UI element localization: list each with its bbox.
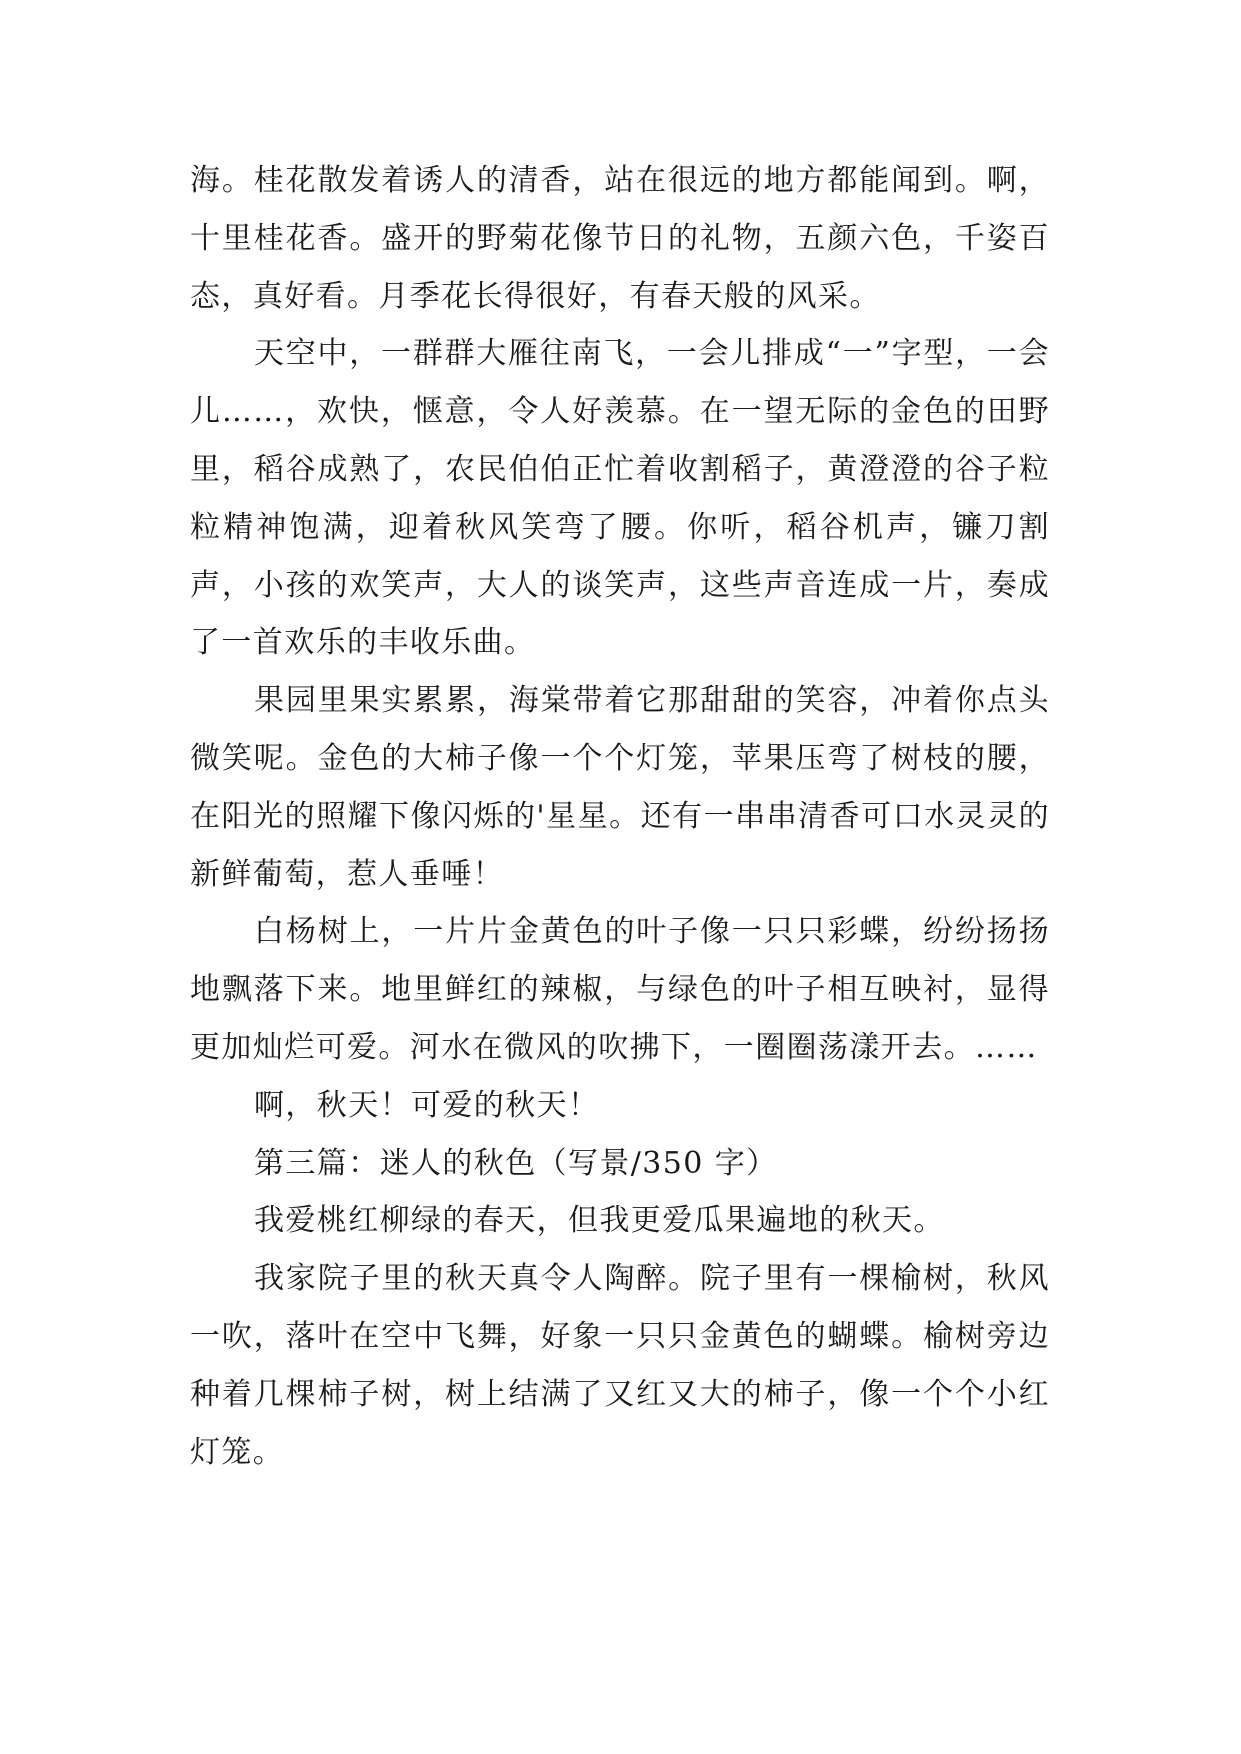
paragraph-3: 果园里果实累累，海棠带着它那甜甜的笑容，冲着你点头微笑呢。金色的大柿子像一个个灯笼，苹果压弯了树枝的腰，在阳光的照耀下像闪烁的'星星。还有一串串清香可口水灵灵的新鲜葡萄，惹人垂唾！ [190,683,1050,892]
section-heading: 第三篇：迷人的秋色（写景/350 字） [254,1145,778,1181]
paragraph-1: 海。桂花散发着诱人的清香，站在很远的地方都能闻到。啊，十里桂花香。盛开的野菊花像节日的礼物，五颜六色，千姿百态，真好看。月季花长得很好，有春天般的风采。 [190,163,1050,314]
paragraph-4: 白杨树上，一片片金黄色的叶子像一只只彩蝶，纷纷扬扬地飘落下来。地里鲜红的辣椒，与绿色的叶子相互映衬，显得更加灿烂可爱。河水在微风的吹拂下，一圈圈荡漾开去。…… [190,914,1050,1065]
paragraph-2: 天空中，一群群大雁往南飞，一会儿排成“一”字型，一会儿……，欢快，惬意，令人好羡慕。在一望无际的金色的田野里，稻谷成熟了，农民伯伯正忙着收割稻子，黄澄澄的谷子粒粒精神饱满，迎着秋风笑弯了腰。你听，稻谷机声，镰刀割声，小孩的欢笑声，大人的谈笑声，这些声音连成一片，奏成了一首欢乐的丰收乐曲。 [190,336,1050,661]
document-page [190,152,1050,1481]
paragraph-8: 我家院子里的秋天真令人陶醉。院子里有一棵榆树，秋风一吹，落叶在空中飞舞，好象一只只金黄色的蝴蝶。榆树旁边种着几棵柿子树，树上结满了又红又大的柿子，像一个个小红灯笼。 [190,1261,1050,1470]
paragraph-7: 我爱桃红柳绿的春天，但我更爱瓜果遍地的秋天。 [254,1203,945,1239]
paragraph-5: 啊，秋天！可爱的秋天！ [254,1087,600,1123]
